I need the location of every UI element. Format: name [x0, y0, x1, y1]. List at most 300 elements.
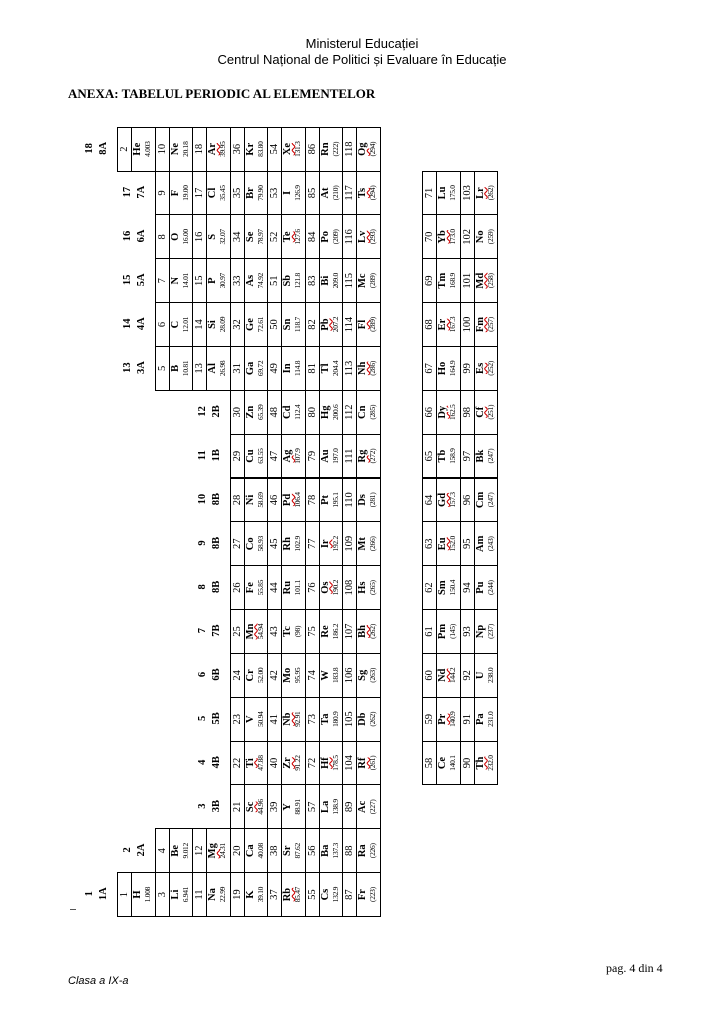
element-cell [192, 127, 231, 172]
element-symbol: Te [282, 231, 293, 243]
atomic-mass: 92.91 [293, 711, 302, 727]
element-symbol: Rg [357, 449, 368, 463]
element-cell [267, 609, 306, 654]
element-cell [267, 521, 306, 566]
atomic-number: 13 [194, 363, 205, 374]
element-symbol: Rh [282, 537, 293, 551]
atomic-number: 56 [306, 845, 318, 856]
element-symbol: Si [207, 320, 218, 329]
element-symbol: Ir [319, 539, 331, 549]
atomic-mass: 190.2 [330, 579, 340, 596]
atomic-number: 6 [156, 321, 168, 328]
group-label-ab: 6A [135, 229, 147, 243]
group-number: 7 [196, 628, 208, 634]
group-number: 12 [196, 406, 208, 417]
atomic-mass: 26.98 [218, 360, 227, 377]
atomic-number: 118 [344, 141, 355, 157]
atomic-mass: (285) [368, 404, 377, 420]
atomic-mass: (223) [368, 887, 377, 902]
atomic-number: 113 [344, 360, 355, 377]
element-symbol: Al [207, 363, 218, 374]
element-symbol: Bh [357, 625, 368, 638]
atomic-mass: (243) [485, 536, 495, 552]
element-symbol: Xe [282, 143, 293, 156]
atomic-mass: 140.9 [448, 711, 457, 727]
group-label [195, 651, 227, 698]
atomic-number: 69 [424, 275, 435, 286]
element-cell [155, 346, 194, 391]
atomic-mass: 28.09 [218, 316, 227, 333]
atomic-mass: 95.95 [293, 667, 302, 684]
atomic-number: 103 [461, 185, 473, 201]
element-cell [342, 302, 381, 347]
element-cell [267, 697, 306, 742]
atomic-number: 7 [156, 278, 168, 284]
element-symbol: Os [319, 581, 331, 594]
element-cell [305, 346, 344, 391]
element-symbol: W [319, 670, 331, 681]
atomic-mass: 58.93 [255, 536, 265, 552]
element-cell [267, 741, 306, 786]
atomic-mass: 12.01 [180, 316, 190, 333]
element-cell [305, 741, 344, 786]
atomic-number: 88 [344, 845, 355, 856]
element-symbol: Ra [357, 844, 368, 858]
element-cell [305, 434, 344, 479]
annex-title: ANEXA: TABELUL PERIODIC AL ELEMENTELOR [68, 86, 376, 101]
group-label [195, 607, 227, 654]
element-cell [460, 697, 499, 742]
group-label [195, 520, 227, 567]
element-symbol: Mn [244, 623, 256, 640]
atomic-number: 61 [424, 626, 435, 637]
element-cell [230, 828, 269, 873]
element-symbol: Am [474, 535, 486, 552]
group-number: 9 [196, 540, 208, 546]
atomic-mass: 180.9 [330, 711, 340, 727]
atomic-mass: 106.4 [293, 492, 302, 508]
atomic-number: 68 [424, 319, 435, 330]
footer-page: pag. 4 din 4 [606, 961, 663, 975]
atomic-number: 16 [194, 231, 205, 243]
element-cell [342, 127, 381, 172]
element-symbol: Ar [207, 143, 218, 156]
element-cell [267, 258, 306, 303]
element-symbol: Db [357, 712, 368, 726]
atomic-mass: 207.2 [330, 316, 340, 333]
element-cell [267, 784, 306, 829]
atomic-mass: 40.08 [255, 843, 265, 859]
element-cell [460, 741, 499, 786]
element-symbol: Au [319, 449, 331, 463]
atomic-mass: 173.0 [448, 229, 457, 245]
element-cell [117, 872, 156, 917]
element-cell [267, 127, 306, 172]
atomic-number: 28 [231, 494, 243, 506]
atomic-mass: (262) [368, 624, 377, 639]
atomic-mass: 158.9 [448, 448, 457, 464]
atomic-mass: (222) [330, 141, 340, 157]
group-label-ab: 4A [135, 317, 147, 331]
element-cell [155, 127, 194, 172]
element-symbol: In [282, 363, 293, 374]
atomic-number: 74 [306, 670, 318, 681]
atomic-mass: (286) [368, 361, 377, 376]
element-cell [267, 346, 306, 391]
element-symbol: Tm [437, 272, 448, 289]
atomic-number: 71 [424, 187, 435, 199]
atomic-mass: (258) [485, 273, 495, 289]
element-cell [305, 784, 344, 829]
group-label [195, 476, 227, 523]
element-cell [192, 828, 231, 873]
element-symbol: Sr [282, 845, 293, 856]
group-label-ab: 5A [135, 273, 147, 287]
element-cell [422, 346, 461, 391]
group-label-ab: 3A [135, 361, 147, 374]
element-cell [422, 653, 461, 698]
atomic-number: 110 [344, 492, 355, 508]
element-cell [230, 478, 269, 523]
atomic-number: 11 [194, 889, 205, 900]
atomic-number: 72 [306, 757, 318, 769]
element-symbol: Ru [282, 580, 293, 595]
element-symbol: Nb [282, 712, 293, 726]
element-cell [342, 741, 381, 786]
atomic-mass: (209) [330, 229, 340, 245]
element-cell [422, 565, 461, 610]
element-cell [422, 434, 461, 479]
atomic-mass: 91.22 [293, 755, 302, 771]
atomic-number: 98 [461, 406, 473, 418]
group-label-ab: 2A [135, 843, 147, 857]
atomic-mass: 162.5 [448, 404, 457, 420]
atomic-mass: (98) [293, 625, 302, 638]
atomic-mass: 9.012 [180, 843, 190, 859]
element-symbol: S [207, 233, 218, 240]
element-cell [422, 741, 461, 786]
element-symbol: Tl [319, 363, 331, 374]
element-symbol: Hf [319, 757, 331, 769]
element-symbol: Ba [319, 844, 331, 857]
atomic-number: 18 [194, 143, 205, 155]
element-symbol: Pm [437, 623, 448, 640]
atomic-mass: 39.95 [218, 141, 227, 157]
atomic-mass: 47.88 [255, 755, 265, 771]
atomic-mass: 121.8 [293, 273, 302, 289]
element-cell [267, 653, 306, 698]
element-symbol: No [474, 230, 486, 244]
element-symbol: Fl [357, 319, 368, 330]
ministry-name: Ministerul Educației [305, 36, 419, 51]
element-symbol: Pb [319, 318, 331, 331]
atomic-mass: (252) [485, 361, 495, 376]
element-symbol: Cf [474, 406, 486, 418]
element-cell [230, 872, 269, 917]
atomic-number: 89 [344, 801, 355, 813]
atomic-mass: 50.94 [255, 711, 265, 727]
atomic-mass: 107.9 [293, 448, 302, 464]
atomic-mass: 164.9 [448, 360, 457, 377]
element-cell [267, 872, 306, 917]
atomic-number: 35 [231, 187, 243, 199]
element-symbol: Og [357, 142, 368, 156]
atomic-mass: (263) [368, 667, 377, 683]
element-symbol: Rf [357, 757, 368, 769]
atomic-mass: 88.91 [293, 799, 302, 815]
group-number: 1 [84, 891, 95, 897]
atomic-number: 99 [461, 363, 473, 374]
atomic-mass: (261) [368, 755, 377, 771]
atomic-number: 8 [156, 234, 168, 240]
atomic-number: 105 [344, 711, 355, 728]
atomic-number: 40 [269, 757, 280, 769]
element-cell [422, 171, 461, 216]
element-symbol: At [319, 187, 331, 199]
atomic-mass: (257) [485, 317, 495, 332]
element-symbol: As [244, 274, 256, 287]
element-cell [305, 214, 344, 259]
element-cell [460, 478, 499, 523]
element-cell [267, 478, 306, 523]
atomic-number: 59 [424, 713, 435, 725]
atomic-number: 37 [269, 889, 280, 900]
element-cell [305, 478, 344, 523]
element-symbol: F [169, 189, 181, 197]
element-symbol: Zn [244, 405, 256, 419]
element-cell [267, 828, 306, 873]
atomic-mass: 22.99 [218, 886, 227, 903]
atomic-mass: (244) [485, 580, 495, 596]
atomic-number: 90 [461, 757, 473, 769]
element-cell [155, 828, 194, 873]
atomic-mass: 6.941 [180, 886, 190, 903]
atomic-mass: 168.9 [448, 273, 457, 289]
atomic-mass: 178.5 [330, 755, 340, 771]
element-cell [305, 697, 344, 742]
element-symbol: Ca [244, 844, 256, 858]
element-cell [192, 872, 231, 917]
atomic-mass: 232.0 [485, 755, 495, 771]
atomic-mass: 63.55 [255, 448, 265, 464]
footer-class: Clasa a IX-a [68, 975, 129, 987]
element-cell [305, 872, 344, 917]
atomic-mass: 54.94 [255, 623, 265, 640]
element-symbol: Md [474, 272, 486, 289]
element-symbol: Cu [244, 449, 256, 463]
group-label-ab: 3B [210, 799, 222, 813]
atomic-mass: 55.85 [255, 579, 265, 596]
group-label-ab: 7B [210, 624, 222, 637]
atomic-mass: 83.80 [255, 141, 265, 157]
element-symbol: Ta [319, 713, 331, 725]
element-symbol: Rn [319, 142, 331, 156]
element-symbol: Sn [282, 318, 293, 331]
element-symbol: Be [169, 844, 181, 857]
element-cell [342, 171, 381, 216]
element-cell [230, 784, 269, 829]
element-symbol: Pd [282, 493, 293, 507]
atomic-mass: (294) [368, 141, 377, 157]
atomic-mass: 192.2 [330, 536, 340, 552]
element-cell [230, 609, 269, 654]
atomic-number: 77 [306, 538, 318, 550]
element-cell [230, 521, 269, 566]
atomic-mass: 16.00 [180, 229, 190, 245]
atomic-mass: (247) [485, 492, 495, 508]
atomic-number: 4 [156, 848, 168, 854]
element-symbol: Eu [437, 537, 448, 551]
element-symbol: Mc [357, 273, 368, 288]
atomic-mass: 200.6 [330, 404, 340, 420]
atomic-number: 92 [461, 670, 473, 681]
atomic-number: 19 [231, 889, 243, 900]
atomic-number: 84 [306, 231, 318, 243]
atomic-number: 114 [344, 316, 355, 333]
atomic-number: 55 [306, 889, 318, 900]
atomic-mass: 78.97 [255, 229, 265, 245]
element-cell [230, 258, 269, 303]
element-cell [342, 521, 381, 566]
element-symbol: Co [244, 537, 256, 551]
atomic-mass: 195.1 [330, 492, 340, 508]
group-label [195, 739, 227, 786]
atomic-mass: 209.0 [330, 273, 340, 289]
element-cell [342, 784, 381, 829]
element-symbol: Fe [244, 582, 256, 594]
atomic-mass: 132.9 [330, 886, 340, 903]
element-symbol: Sb [282, 274, 293, 287]
atomic-number: 50 [269, 319, 280, 330]
element-symbol: Ho [437, 361, 448, 376]
atomic-number: 79 [306, 450, 318, 462]
atomic-number: 106 [344, 667, 355, 684]
atomic-number: 39 [269, 801, 280, 813]
element-cell [305, 390, 344, 435]
atomic-number: 73 [306, 713, 318, 725]
element-symbol: Ds [357, 494, 368, 506]
element-cell [422, 609, 461, 654]
atomic-number: 26 [231, 582, 243, 593]
group-label-ab: 8B [210, 580, 222, 593]
element-symbol: Ac [357, 800, 368, 814]
atomic-number: 102 [461, 228, 473, 245]
atomic-number: 96 [461, 494, 473, 506]
element-cell [155, 171, 194, 216]
atomic-number: 101 [461, 272, 473, 289]
element-cell [230, 434, 269, 479]
element-cell [267, 390, 306, 435]
atomic-mass: 204.4 [330, 360, 340, 377]
atomic-mass: 140.1 [448, 755, 457, 771]
element-symbol: Cd [282, 405, 293, 419]
atomic-mass: 10.81 [180, 360, 190, 377]
element-cell [342, 609, 381, 654]
element-symbol: Cl [207, 187, 218, 199]
group-number: 13 [121, 362, 133, 373]
group-label [195, 432, 227, 479]
element-cell [460, 434, 499, 479]
element-cell [460, 346, 499, 391]
element-symbol: Cm [474, 491, 486, 509]
atomic-number: 100 [461, 316, 473, 333]
atomic-number: 10 [156, 143, 168, 155]
atomic-number: 111 [344, 448, 355, 464]
element-cell [155, 302, 194, 347]
element-cell [460, 609, 499, 654]
atomic-mass: 52.00 [255, 667, 265, 684]
element-symbol: Kr [244, 142, 256, 156]
atomic-number: 81 [306, 363, 318, 374]
atomic-number: 9 [156, 190, 168, 196]
atomic-mass: 238.0 [485, 667, 495, 684]
group-label [82, 871, 114, 918]
atomic-number: 109 [344, 535, 355, 552]
atomic-mass: (259) [485, 229, 495, 245]
element-symbol: Ge [244, 318, 256, 331]
atomic-mass: 137.3 [330, 843, 340, 859]
atomic-number: 34 [231, 231, 243, 243]
element-symbol: Lu [437, 186, 448, 200]
group-label [82, 125, 114, 172]
group-label-ab: 8B [210, 492, 222, 506]
element-symbol: Ts [357, 187, 368, 199]
atomic-number: 20 [231, 845, 243, 856]
atomic-mass: (145) [448, 624, 457, 639]
atomic-number: 108 [344, 579, 355, 596]
element-symbol: Ga [244, 361, 256, 376]
atomic-mass: (227) [368, 799, 377, 815]
atomic-mass: 44.96 [255, 799, 265, 815]
element-cell [267, 171, 306, 216]
element-cell [460, 653, 499, 698]
element-cell [422, 697, 461, 742]
element-cell [305, 653, 344, 698]
group-label-ab: 4B [210, 756, 222, 769]
atomic-mass: (262) [368, 711, 377, 727]
atomic-mass: 72.61 [255, 316, 265, 333]
group-number: 16 [121, 230, 133, 242]
atomic-mass: 1.008 [143, 886, 152, 903]
element-cell [230, 653, 269, 698]
atomic-number: 42 [269, 670, 280, 681]
element-symbol: Pu [474, 581, 486, 594]
group-number: 5 [196, 715, 208, 721]
atomic-number: 58 [424, 757, 435, 769]
element-cell [422, 258, 461, 303]
element-symbol: Gd [437, 492, 448, 507]
element-cell [342, 653, 381, 698]
atomic-number: 57 [306, 801, 318, 813]
element-symbol: Y [282, 803, 293, 811]
atomic-number: 85 [306, 187, 318, 199]
element-symbol: Tc [282, 626, 293, 637]
atomic-number: 27 [231, 538, 243, 550]
element-cell [305, 127, 344, 172]
element-symbol: He [132, 142, 143, 156]
element-cell [230, 171, 269, 216]
atomic-mass: (237) [485, 624, 495, 639]
atomic-mass: 32.07 [218, 229, 227, 245]
element-cell [342, 258, 381, 303]
atomic-mass: 167.3 [448, 316, 457, 333]
atomic-mass: 152.0 [448, 536, 457, 552]
element-symbol: Mt [357, 537, 368, 551]
atomic-mass: 69.72 [255, 360, 265, 377]
element-symbol: Rb [282, 887, 293, 902]
element-symbol: Ni [244, 494, 256, 506]
element-cell [460, 521, 499, 566]
